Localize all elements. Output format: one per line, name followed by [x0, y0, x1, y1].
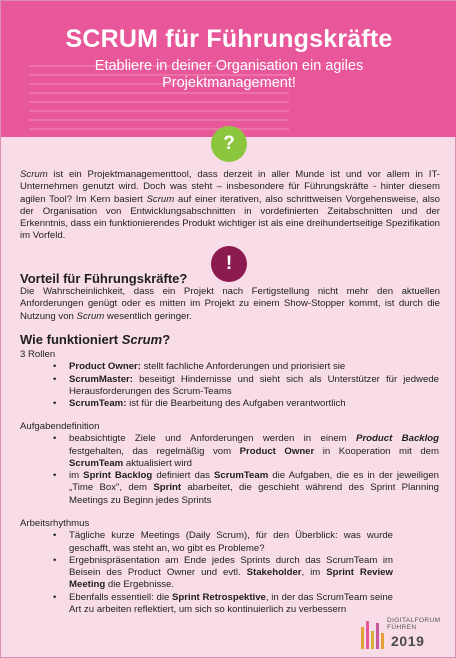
- wie-heading-post: ?: [162, 332, 171, 347]
- rhythmus-list: [63, 530, 393, 616]
- logo-text: [387, 617, 440, 631]
- role-desc: beseitigt Hindernisse und sieht sich als Unterstützer für jedwede Herausforderungen des Scrum-Teams: [69, 373, 439, 397]
- text: Ebenfalls essentiell: die: [69, 591, 173, 603]
- rhythmus-section: [20, 518, 440, 616]
- vorteil-text-1: Die Wahrscheinlichkeit, dass ein Projekt nach Fertigstellung nicht mehr den aktuellen Anforderungen genügt oder es mitten im Projekt zu einem Show-Stopper kommt, ist durch die Nutzung von: [20, 286, 440, 322]
- scrum-term: Scrum: [20, 169, 48, 180]
- text: beabsichtigte Ziele und Anforderungen werden in einem: [69, 433, 357, 445]
- text: abarbeitet, die geschieht während des Sprint Planning Meetings zu Beginn jedes Sprints: [69, 482, 440, 506]
- term: ScrumTeam: [69, 457, 124, 469]
- vorteil-text-2: wesentlich geringer.: [104, 310, 192, 322]
- term: Stakeholder: [246, 567, 302, 579]
- intro-text-1: ist ein Projektmanagementtool, dass derzeit in aller Munde ist und vor allem in IT-Unternehmen genutzt wird. Doch was steht – insbesondere für Führungskräfte - hinter diesem agilen Tool? Im Kern basiert: [20, 169, 440, 205]
- text: in Kooperation mit dem: [314, 445, 440, 457]
- scrum-term: Scrum: [76, 310, 105, 322]
- text: definiert das: [152, 470, 215, 482]
- aufgaben-label: Aufgabendefinition: [20, 421, 100, 432]
- text: Tägliche kurze Meetings (Daily Scrum), für den Überblick: was wurde geschafft, was steht an, wo gibt es Probleme?: [69, 530, 393, 554]
- text: die Ergebnisse.: [105, 579, 175, 591]
- page-subtitle: Etabliere in deiner Organisation ein agiles Projektmanagement!: [94, 58, 364, 91]
- vorteil-text: [20, 286, 440, 323]
- scrum-term: Scrum: [146, 193, 175, 205]
- intro-paragraph: [20, 169, 440, 243]
- term: Sprint Retrospektive: [172, 591, 266, 603]
- list-item: [63, 361, 439, 373]
- list-item: [63, 433, 439, 470]
- header-banner: [1, 1, 456, 137]
- logo-year: 2019: [391, 633, 425, 649]
- text: Ergebnispräsentation am Ende jedes Sprints durch das ScrumTeam im Beisein des Product Owner und evtl.: [69, 554, 393, 579]
- intro-text-2: auf einer iterativen, also schrittweisen Vorgehensweise, also der Organisation von Entwicklungsabschnitten in vordefinierten Zeitabschnitten und der Erkenntnis, dass ein funktionierendes Produkt wichtiger ist als eine dreihundertseitige Spezifikation im Vorfeld.: [20, 193, 440, 242]
- list-item: [63, 530, 393, 555]
- term: ScrumTeam: [214, 470, 269, 482]
- rhythmus-label: Arbeitsrhythmus: [20, 518, 90, 529]
- list-item: [63, 592, 393, 617]
- role-desc: ist für die Bearbeitung des Aufgaben verantwortlich: [126, 398, 346, 410]
- rollen-label: 3 Rollen: [20, 349, 56, 360]
- list-item: [63, 374, 439, 399]
- text: , in der das ScrumTeam seine Art zu arbeiten reflektiert, um sich so kontinuierlich zu verbessern: [69, 591, 393, 616]
- rollen-section: [20, 349, 440, 410]
- aufgaben-section: [20, 421, 440, 507]
- text: aktualisiert wird: [123, 457, 192, 469]
- wie-heading-pre: Wie funktioniert: [20, 332, 122, 347]
- logo-bars-icon: [361, 621, 384, 649]
- question-icon: ?: [211, 126, 247, 162]
- page-title: SCRUM für Führungskräfte: [65, 25, 393, 53]
- wie-heading-scrum: Scrum: [121, 332, 163, 347]
- text: im: [69, 470, 84, 482]
- term: Sprint Review Meeting: [69, 567, 393, 591]
- exclamation-icon: !: [211, 246, 247, 282]
- role-name: Product Owner:: [69, 361, 141, 373]
- list-item: [63, 398, 439, 410]
- role-desc: stellt fachliche Anforderungen und priorisiert sie: [140, 361, 346, 373]
- text: festgehalten, das regelmäßig vom: [69, 445, 240, 457]
- list-item: [63, 470, 439, 507]
- term: Product Owner: [239, 445, 315, 457]
- term: Sprint: [153, 482, 182, 494]
- wie-heading: [20, 332, 440, 348]
- term: Sprint Backlog: [83, 470, 153, 482]
- vorteil-heading: Vorteil für Führungskräfte?: [20, 271, 188, 286]
- aufgaben-list: [63, 433, 439, 507]
- logo-line-2: FÜHREN: [387, 624, 417, 631]
- logo-line-1: DIGITALFORUM: [387, 617, 441, 624]
- term: Product Backlog: [356, 433, 439, 445]
- text: die Aufgaben, die es in der jeweiligen „Time Box", dem: [69, 470, 439, 494]
- role-name: ScrumTeam:: [69, 398, 127, 410]
- text: , im: [301, 567, 327, 579]
- list-item: [63, 555, 393, 592]
- role-name: ScrumMaster:: [69, 373, 133, 385]
- rollen-list: [63, 361, 439, 410]
